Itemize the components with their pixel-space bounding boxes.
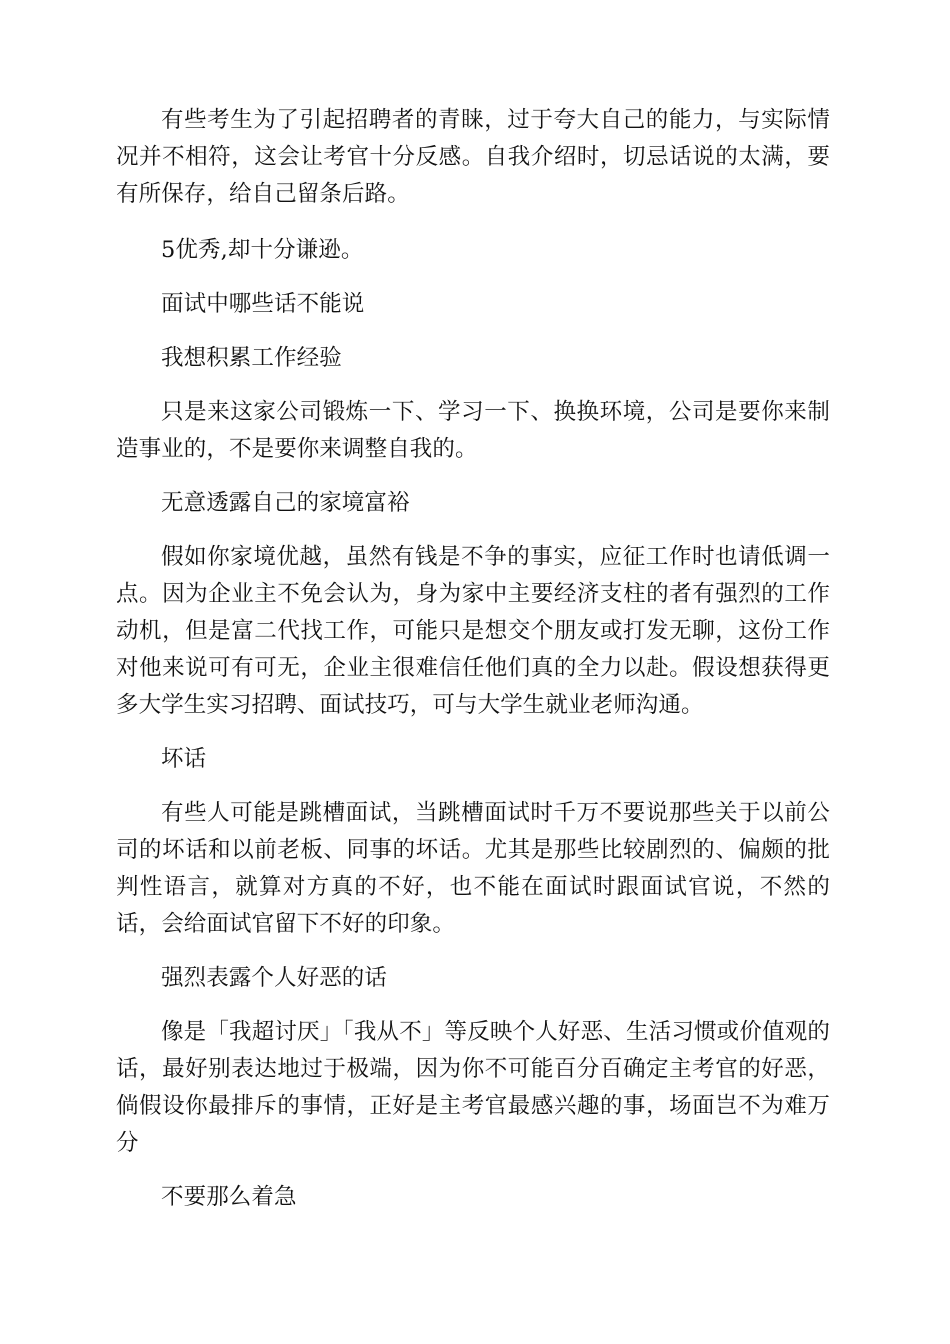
paragraph-wealth: 假如你家境优越，虽然有钱是不争的事实，应征工作时也请低调一点。因为企业主不免会认为，身为家中主要经济支柱的者有强烈的工作动机，但是富二代找工作，可能只是想交个朋友或打发无聊，这份工作对他来说可有可无，企业主很难信任他们真的全力以赴。假设想获得更多大学生实习招聘、面试技巧，可与大学生就业老师沟通。 xyxy=(116,544,830,718)
heading-no-hurry: 不要那么着急 xyxy=(161,1184,297,1210)
heading-bad-words: 坏话 xyxy=(161,746,207,772)
paragraph-preferences: 像是「我超讨厌」「我从不」等反映个人好恶、生活习惯或价值观的话，最好别表达地过于极端，因为你不可能百分百确定主考官的好恶，倘假设你最排斥的事情，正好是主考官最感兴趣的事，场面岂不为难万分 xyxy=(116,1019,830,1156)
paragraph-humble: 5优秀,却十分谦逊。 xyxy=(161,237,364,263)
paragraph-exaggeration: 有些考生为了引起招聘者的青睐，过于夸大自己的能力，与实际情况并不相符，这会让考官十分反感。自我介绍时，切忌话说的太满，要有所保存，给自己留条后路。 xyxy=(116,107,830,207)
heading-what-not-to-say: 面试中哪些话不能说 xyxy=(161,291,365,317)
heading-wealth: 无意透露自己的家境富裕 xyxy=(161,490,410,516)
heading-experience: 我想积累工作经验 xyxy=(161,345,342,371)
paragraph-bad-words: 有些人可能是跳槽面试，当跳槽面试时千万不要说那些关于以前公司的坏话和以前老板、同事的坏话。尤其是那些比较剧烈的、偏颇的批判性语言，就算对方真的不好，也不能在面试时跟面试官说，不然的话，会给面试官留下不好的印象。 xyxy=(116,800,830,937)
heading-preferences: 强烈表露个人好恶的话 xyxy=(161,965,388,991)
paragraph-experience: 只是来这家公司锻炼一下、学习一下、换换环境，公司是要你来制造事业的，不是要你来调整自我的。 xyxy=(116,399,830,462)
